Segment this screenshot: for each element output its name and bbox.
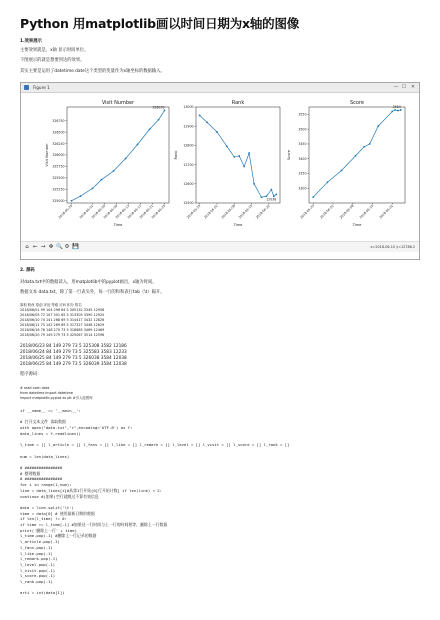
code-line: for i in range(1,num):	[20, 482, 72, 488]
x-axis-label: Time	[352, 223, 362, 227]
section-2-line-2: 数据文本 data.txt，除了第一行表头外，每一行的和和表行tab（\t）隔开。	[20, 290, 165, 295]
back-arrow-icon[interactable]: ←	[32, 243, 38, 250]
data-point	[233, 156, 235, 158]
code-line: num = len(data_lines)	[20, 453, 70, 459]
data-point	[363, 146, 365, 148]
x-tick-label: 2018-06-01	[78, 203, 95, 220]
y-axis-label: Rank	[174, 150, 178, 160]
x-tick-label: 2018-06-22	[255, 203, 271, 220]
x-tick-label: 2018-06-09	[102, 203, 119, 220]
code-line: # 整理数据	[20, 470, 41, 476]
data-text-line: 2018/06/23 84 149 279 73 5 325308 3582 12186	[20, 344, 127, 349]
y-tick-label: 12900	[183, 124, 194, 129]
figure-app-icon	[24, 85, 29, 90]
y-tick-label: 3450	[298, 142, 307, 147]
data-point	[125, 158, 127, 160]
code-line: l_level.pop(-1)	[20, 561, 56, 567]
data-point	[238, 155, 240, 157]
save-icon[interactable]: 💾	[72, 243, 79, 250]
code-line: # ################	[20, 476, 63, 482]
data-point	[275, 193, 277, 195]
data-point	[312, 196, 314, 198]
data-annotation: 326039	[152, 105, 165, 110]
y-tick-label: 3550	[298, 112, 307, 117]
data-point	[80, 195, 82, 197]
maximize-icon[interactable]: ☐	[401, 84, 407, 90]
data-text-line: 2018/06/11 75 142 269 69 5 317327 3448 12629	[20, 323, 105, 327]
data-point	[226, 145, 228, 147]
chart-frame	[196, 107, 280, 203]
section-2-line-1: 对data.txt中的数据读入，用matplotlib中的pyplot画出，x轴为时间。	[20, 280, 157, 285]
data-point	[216, 131, 218, 133]
x-tick-label: 2018-06-08	[338, 203, 355, 220]
y-tick-label: 325750	[52, 164, 65, 169]
code-line: time = data[0] # 使用最新日期的数据	[20, 510, 95, 516]
code-line: continue #(如果)空行就跳过不算有效信息	[20, 493, 99, 499]
code-line: l_remark.pop(-1)	[20, 556, 58, 562]
data-point	[253, 183, 255, 185]
figure-canvas	[21, 93, 419, 241]
y-tick-label: 325500	[52, 176, 65, 181]
section-1-line-2: 下图展示的就是想要到达的效果。	[20, 58, 85, 63]
code-line: if len(l_time) != 0:	[20, 516, 67, 522]
data-point	[149, 129, 151, 131]
code-line: # 打开文本文件 读取数据	[20, 419, 66, 425]
x-tick-label: 2018-05-25	[299, 203, 315, 220]
x-tick-label: 2018-06-25	[150, 203, 167, 220]
y-tick-label: 12700	[183, 162, 194, 167]
chart-title: Visit Number	[101, 100, 135, 106]
x-axis-label: Time	[113, 223, 123, 227]
data-point	[101, 179, 103, 181]
code-line: arti = int(data[1])	[20, 590, 65, 596]
data-text-line: 2018/06/25 84 149 279 73 5 326038 3584 12038	[20, 356, 127, 361]
y-axis-label: Score	[287, 149, 291, 161]
figure-toolbar	[21, 241, 419, 252]
data-point	[164, 110, 166, 112]
page-title: Python 用matplotlib画以时间日期为x轴的图像	[20, 16, 300, 31]
data-text-line: 2018/06/10 74 141 268 69 5 314417 3432 12826	[20, 318, 105, 322]
data-text-line: 2018/06/16 76 148 270 73 5 318685 3469 12469	[20, 328, 105, 332]
data-text-line: 2018/06/01 99 104 296 64 5 305132 3345 12956	[20, 308, 105, 312]
y-tick-label: 326250	[52, 141, 65, 146]
data-point	[391, 111, 393, 113]
pan-icon[interactable]: ✥	[48, 243, 54, 250]
x-tick-label: 2018-06-13	[114, 203, 131, 220]
data-text-line: 2018/06/05 72 107 301 65 5 313305 3390 12920	[20, 313, 105, 317]
code-line: if time == l_time[-1] #如果这一行时间与上一行的时间相等，删除上一行数据	[20, 522, 168, 527]
data-point	[248, 152, 250, 154]
data-point	[400, 109, 402, 111]
data-text-line: 2018/06/20 79 149 279 73 5 325067 3514 12596	[20, 333, 105, 337]
data-point	[243, 166, 245, 168]
data-annotation: 3584	[392, 104, 401, 109]
y-tick-label: 326000	[52, 153, 65, 158]
code-line: print('删除上一行' + time)	[20, 527, 77, 533]
code-line: # ################	[20, 465, 63, 470]
y-tick-label: 3300	[298, 186, 307, 191]
program-label: 程序源码：	[20, 372, 42, 377]
chart-title: Score	[349, 100, 365, 106]
data-point	[206, 121, 208, 123]
y-tick-label: 3350	[298, 171, 307, 176]
code-line: # read csdn data	[20, 386, 50, 390]
coordinate-readout: x=2018-06-10 y=12786.2	[370, 244, 415, 249]
code-line: data = line.split('\t')	[20, 504, 74, 510]
data-point	[199, 115, 201, 117]
data-point	[341, 170, 343, 172]
y-tick-label: 3400	[298, 156, 307, 161]
configure-icon[interactable]: ⚙	[64, 243, 70, 250]
minimize-icon[interactable]: —	[393, 84, 399, 90]
x-tick-label: 2018-06-05	[90, 203, 107, 220]
data-point	[394, 109, 396, 111]
code-line: l_visit.pop(-1)	[20, 567, 56, 573]
data-point	[113, 170, 115, 172]
x-tick-label: 2018-06-01	[203, 203, 219, 220]
close-icon[interactable]: ✕	[410, 84, 416, 90]
code-line: l_like.pop(-1)	[20, 550, 53, 556]
data-point	[261, 196, 263, 198]
chart-frame	[67, 107, 169, 203]
data-point	[270, 189, 272, 191]
data-point	[369, 143, 371, 145]
code-line: if __name__ == '__main__':	[20, 408, 81, 413]
y-tick-label: 325000	[52, 198, 65, 203]
figure-window	[20, 82, 420, 260]
data-point	[137, 144, 139, 146]
code-line: l_fans.pop(-1)	[20, 544, 53, 550]
x-tick-label: 2018-06-15	[358, 203, 375, 220]
y-tick-label: 12500	[183, 201, 194, 206]
y-axis-label: Visit Number	[45, 143, 49, 167]
y-tick-label: 326750	[52, 118, 65, 123]
section-1-heading: 1.效果展示	[20, 39, 42, 44]
code-line: import matplotlib.pyplot as plt #引入绘图库	[20, 396, 93, 400]
data-annotation: 12038	[266, 197, 277, 202]
zoom-icon[interactable]: 🔍	[56, 243, 63, 250]
y-tick-label: 326500	[52, 130, 65, 135]
figure-title: Figure 1	[33, 84, 50, 90]
section-1-line-1: 主要效果就是，x轴 显示时间单位。	[20, 48, 89, 53]
data-point	[355, 155, 357, 157]
data-text-line: 2018/06/24 84 149 279 73 5 325583 3583 12233	[20, 350, 127, 355]
data-text-line: 原积 粉丝 原创 评论 等级 访问 积分 排名	[20, 303, 82, 307]
x-tick-label: 2018-05-25	[57, 203, 74, 220]
code-line: l_article.pop(-1)	[20, 539, 60, 545]
y-tick-label: 3500	[298, 127, 307, 132]
data-point	[92, 187, 94, 189]
section-2-heading: 2. 源码	[20, 268, 35, 273]
code-line: l_time.pop(-1) #删除上一行记录的数据	[20, 533, 97, 539]
data-point	[158, 119, 160, 121]
code-line: data_lines = f.readlines()	[20, 430, 81, 436]
x-tick-label: 2018-06-08	[220, 203, 237, 220]
code-line: from datetime import datetime	[20, 391, 73, 395]
home-icon[interactable]: ⌂	[25, 243, 29, 250]
x-tick-label: 2018-06-21	[138, 203, 155, 220]
y-tick-label: 12800	[183, 143, 194, 148]
data-point	[326, 181, 328, 183]
code-line: with open("data.txt","r",encoding='UTF-8') as f:	[20, 425, 133, 431]
x-axis-label: Time	[233, 223, 243, 227]
data-point	[71, 200, 73, 202]
code-line: l_score.pop(-1)	[20, 573, 56, 579]
x-tick-label: 2018-05-25	[185, 203, 202, 220]
section-1-line-3: 其实主要是运用了datetime.date这个类型的变量作为x轴坐标的数据输入。	[20, 69, 165, 74]
y-tick-label: 13000	[183, 105, 194, 110]
code-line: line = data_lines[i]#从第1行开始[0]行开始计数[ if len(line) < 2:	[20, 487, 162, 493]
code-line: l_time = [] l_article = [] l_fans = [] l_like = [] l_remark = [] l_level = [] l_visit = [] l_score = [] l_rank = []	[20, 442, 290, 448]
x-tick-label: 2018-06-17	[126, 203, 143, 220]
code-line: l_rank.pop(-1)	[20, 579, 53, 584]
forward-arrow-icon[interactable]: →	[40, 243, 46, 250]
data-text-line: 2018/06/25 84 149 279 73 5 326039 3584 12038	[20, 362, 127, 367]
y-tick-label: 325250	[52, 187, 65, 192]
data-point	[377, 125, 379, 127]
x-tick-label: 2018-06-15	[237, 203, 254, 220]
x-tick-label: 2018-06-22	[378, 203, 395, 220]
data-point	[397, 110, 399, 112]
y-tick-label: 12600	[183, 182, 194, 186]
figure-titlebar[interactable]	[21, 83, 419, 93]
x-tick-label: 2018-06-01	[319, 203, 335, 220]
chart-title: Rank	[231, 100, 245, 106]
